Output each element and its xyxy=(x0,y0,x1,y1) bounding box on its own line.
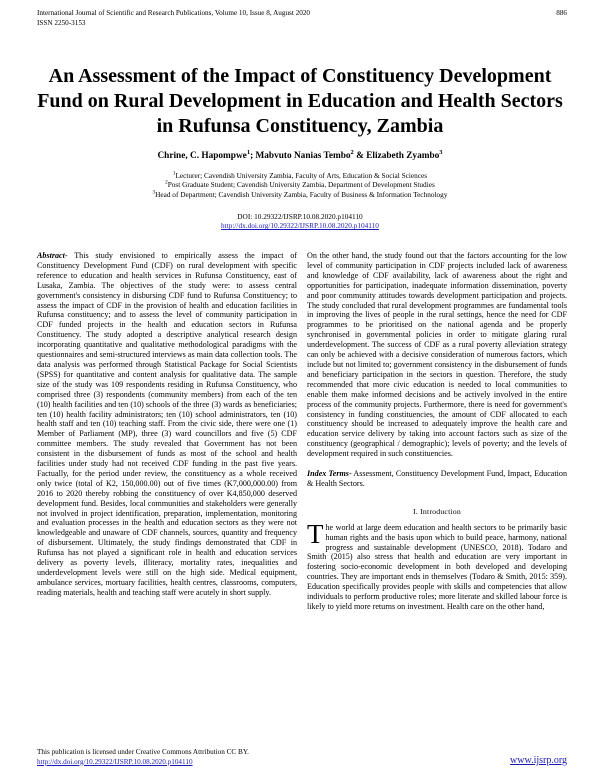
running-header xyxy=(37,9,567,28)
author-3: Elizabeth Zyambo xyxy=(366,151,440,161)
index-terms xyxy=(307,469,567,489)
abstract-paragraph xyxy=(37,251,297,598)
abstract-label: Abstract xyxy=(37,251,65,260)
footer-doi-link[interactable]: http://dx.doi.org/10.29322/IJSRP.10.08.2020.p104110 xyxy=(37,757,193,766)
right-column xyxy=(307,251,567,612)
abstract-text-left: - This study envisioned to empirically assess the impact of Constituency Development Fund (CDF) on rural development with specific reference to education and health services in Rufunsa Constituency, east of Lusaka, Zambia. The objectives of the study were: to assess central government's consistency in disbursing CDF fund to Rufunsa Constituency; to assess the impact of CDF in the provision of health and education facilities in Rufunsa constituency; and to assess the level of community participation in CDF funded projects in the health and education sectors in Rufunsa Constituency. The study adopted a descriptive analytical research design incorporating quantitative and qualitative methodological paradigms with the questionnaires and semi-structured interviews as main data collection tools. The data analysis was performed through Statistical Package for Social Scientists (SPSS) for quantitative and content analysis for qualitative data. The sample size of the study was 109 respondents residing in Rufunsa Constituency, who comprised three (3) respondents (community members) from each of the ten (10) health facilities and ten (10) schools of the three (3) wards as beneficiaries; ten (10) health facility administrators; ten (10) school administrators, ten (10) health staff and ten (10) teaching staff. From the civic side, there were one (1) Member of Parliament (MP), three (3) ward councillors and five (5) CDF committee members. The study revealed that Government has not been consistent in the disbursement of funds as most of the school and health facilities under study had not received CDF funding in the past five years. Factually, for the period under review, the constituency as a whole received only twice (total of K2, 150,000.00) out of five times (K7,000,000.00) from 2016 to 2020 thereby robbing the constituency of over K4,850,000 deserved development fund. Besides, local communities and stakeholders were generally not involved in project identification, preparation, implementation, monitoring and evaluation processes in the health and education sectors as they were not knowledgeable and unaware of CDF channels, sources, quantity and frequency of disbursement. Ultimately, the study findings demonstrated that CDF in Rufunsa has not played a significant role in health and education services delivery as poverty levels, illiteracy, mortality rates, inequalities and underdevelopment levels were still on the high side. Medical equipment, ambulance services, mortuary facilities, health centres, classrooms, computers, reading materials, health and teaching staff were acutely in short supply. xyxy=(37,251,297,597)
index-terms-text: - Assessment, Constituency Development Fund, Impact, Education & Health Sectors. xyxy=(307,469,567,488)
author-1: Chrine, C. Hapompwe xyxy=(157,151,247,161)
doi-text: DOI: 10.29322/IJSRP.10.08.2020.p104110 xyxy=(237,212,363,221)
site-link[interactable]: www.ijsrp.org xyxy=(510,755,567,766)
index-terms-label: Index Terms xyxy=(307,469,349,479)
intro-paragraph xyxy=(307,518,567,612)
paper-title: An Assessment of the Impact of Constituency Development Fund on Rural Development in Education and Health Sectors in Rufunsa Constituency, Zambia xyxy=(37,65,563,137)
section-heading: I. Introduction xyxy=(412,506,462,516)
drop-cap: T xyxy=(307,518,324,549)
page-number: 886 xyxy=(556,9,567,17)
doi-block xyxy=(30,212,570,231)
affiliations xyxy=(30,171,570,199)
abstract-text-right: On the other hand, the study found out that the factors accounting for the low level of community participation in CDF projects included lack of awareness and knowledge of CDF availability, lack of awareness about the right and opportunities for participation, inadequate information dissemination, poverty and poor community attitudes towards development participation and projects. The study concluded that rural development programmes are fundamental tools in improving the lives of people in the rural settings, hence the need for CDF programmes to be prioritised on the national agenda and be properly synchronised in governmental policies in order to mitigate glaring rural underdevelopment. The success of CDF as a rural poverty alleviation strategy can only be achieved with a decisive consideration of numerous factors, which include but not limited to; government consistency in the disbursement of funds and beneficiary participation in the sectors in question. Therefore, the study recommended that more civic education is needed to local communities to enable them make informed decisions and be actively involved in the entire process of the community projects. Furthermore, there is need for government's consistency in funding constituencies, the amount of CDF allocated to each constituency should be increased to adequately improve the health care and education service delivery by taking into account factors such as size of the constituency (geographical / demographic); levels of poverty; and the levels of development required in such constituencies. xyxy=(307,251,567,459)
affiliation-2: $^2$Post Graduate Student; Cavendish University Zambia, Department of Development Studies xyxy=(165,179,435,190)
issn: ISSN 2250-3153 xyxy=(37,18,86,27)
author-list: Chrine, C. Hapompwe$^1$; Mabvuto Nanias Tembo$^2$ & Elizabeth Zyambo$^3$ xyxy=(157,148,443,161)
left-column xyxy=(37,251,297,598)
page-footer xyxy=(37,748,567,767)
doi-link[interactable]: http://dx.doi.org/10.29322/IJSRP.10.08.2020.p104110 xyxy=(221,221,379,231)
affiliation-3: $^3$Head of Department; Cavendish University Zambia, Faculty of Business & Information Technology xyxy=(152,189,448,199)
journal-name: International Journal of Scientific and Research Publications, Volume 10, Issue 8, August 2020 xyxy=(37,9,311,17)
intro-text: he world at large deem education and health sectors to be primarily basic human rights and the basis upon which to build peace, harmony, national progress and sustainable development (UNESCO, 2018). Todaro and Smith (2015) also stress that health and education are very important in fostering socio-economic development in both developed and developing countries. They are important ends in themselves (Todaro & Smith, 2015: 359). Education specifically provides people with skills and competencies that allow individuals to perform productive roles; more literate and skilled labour force is likely to yield more returns on investment. Health care on the other hand, xyxy=(307,522,567,611)
author-2: Mabvuto Nanias Tembo xyxy=(255,151,351,161)
affiliation-1: $^1$Lecturer; Cavendish University Zambia, Faculty of Arts, Education & Social Sciences xyxy=(172,170,428,180)
license-text: This publication is licensed under Creative Commons Attribution CC BY. xyxy=(37,748,249,756)
